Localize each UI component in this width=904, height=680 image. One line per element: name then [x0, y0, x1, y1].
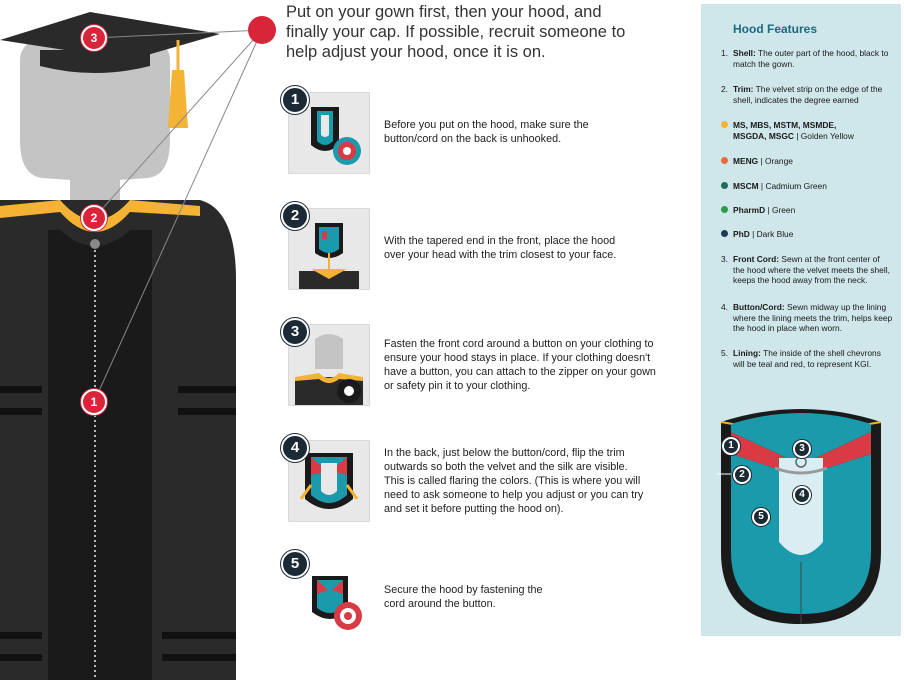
panel-title: Hood Features: [733, 22, 818, 36]
figure-marker-1: 1: [81, 389, 107, 415]
degree-color: Green: [771, 205, 796, 215]
color-dot: [721, 157, 728, 164]
figure-marker-3: 3: [81, 25, 107, 51]
tassel: [168, 70, 188, 128]
feature-desc: The velvet strip on the edge of the shell, indicates the degree earned: [733, 84, 883, 105]
feature-desc: The outer part of the hood, black to match the gown.: [733, 48, 889, 69]
degree-color: Dark Blue: [756, 229, 794, 239]
feature-number: 5.: [721, 348, 728, 358]
feature-label: Button/Cord:: [733, 302, 785, 312]
feature-label: Trim:: [733, 84, 754, 94]
feature-number: 4.: [721, 302, 728, 312]
diagram-marker-2: 2: [733, 466, 751, 484]
degree-color: Orange: [764, 156, 793, 166]
diagram-marker-3: 3: [793, 440, 811, 458]
degree-cadmium-green: MSCM | Cadmium Green: [723, 181, 893, 192]
feature-number: 2.: [721, 84, 728, 94]
color-dot: [721, 206, 728, 213]
diagram-marker-4: 4: [793, 486, 811, 504]
color-dot: [721, 230, 728, 237]
degree-label: PharmD: [733, 205, 766, 215]
feature-front-cord: [723, 254, 893, 286]
degree-golden-yellow: MS, MBS, MSTM, MSMDE, MSGDA, MSGC | Golden Yellow: [723, 120, 893, 141]
figure-marker-2: 2: [81, 205, 107, 231]
degree-color: Golden Yellow: [800, 130, 854, 141]
degree-label: MS, MBS, MSTM, MSMDE, MSGDA, MSGC: [733, 120, 837, 141]
step-5-text: Secure the hood by fastening the cord around the button.: [384, 584, 543, 610]
feature-label: Shell:: [733, 48, 756, 58]
feature-desc: Sewn at the front center of the hood where the velvet meets the shell, keeps the hood away from the neck.: [733, 254, 890, 285]
feature-desc: The inside of the shell chevrons will be teal and red, to represent KGI.: [733, 348, 881, 369]
feature-label: Front Cord:: [733, 254, 780, 264]
headline: Put on your gown first, then your hood, and finally your cap. If possible, recruit someone to help adjust your hood, once it is on.: [286, 3, 626, 61]
connector-hub: [248, 16, 276, 44]
step-4-text: In the back, just below the button/cord, flip the trim outwards so both the velvet and the silk are visible. This is called flaring the colors. (This is where you will need to ask someone to help you adjust or you can try and set it before putting the hood on).: [384, 447, 644, 515]
step-5-badge: 5: [281, 550, 309, 578]
degree-label: MENG: [733, 156, 759, 166]
feature-trim: [723, 84, 893, 105]
degree-dark-blue: PhD | Dark Blue: [723, 229, 893, 240]
feature-shell: [723, 48, 893, 69]
feature-number: 1.: [721, 48, 728, 58]
color-dot: [721, 121, 728, 128]
feature-lining: [723, 348, 893, 369]
degree-color: Cadmium Green: [765, 181, 827, 191]
step-2-badge: 2: [281, 202, 309, 230]
step-2-text: With the tapered end in the front, place the hood over your head with the trim closest to your face.: [384, 235, 617, 261]
degree-label: MSCM: [733, 181, 759, 191]
hood-diagram: [717, 402, 885, 624]
feature-desc: Sewn midway up the lining where the lining meets the trim, helps keep the hood in place when worn.: [733, 302, 893, 333]
step-1-text: Before you put on the hood, make sure the button/cord on the back is unhooked.: [384, 119, 589, 145]
graduate-figure: [0, 0, 280, 680]
degree-label: PhD: [733, 229, 750, 239]
degree-orange: MENG | Orange: [723, 156, 893, 167]
diagram-marker-5: 5: [752, 508, 770, 526]
step-5-illustration: [308, 572, 368, 634]
degree-green: PharmD | Green: [723, 205, 893, 216]
feature-button-cord: [723, 302, 893, 334]
diagram-marker-1: 1: [722, 437, 740, 455]
step-3-badge: 3: [281, 318, 309, 346]
step-1-badge: 1: [281, 86, 309, 114]
feature-label: Lining:: [733, 348, 761, 358]
step-4-badge: 4: [281, 434, 309, 462]
step-3-text: Fasten the front cord around a button on your clothing to ensure your hood stays in place. If your clothing doesn't have a button, you can attach to the zipper on your gown or safety pin it to your clothing.: [384, 338, 656, 392]
feature-number: 3.: [721, 254, 728, 264]
color-dot: [721, 182, 728, 189]
